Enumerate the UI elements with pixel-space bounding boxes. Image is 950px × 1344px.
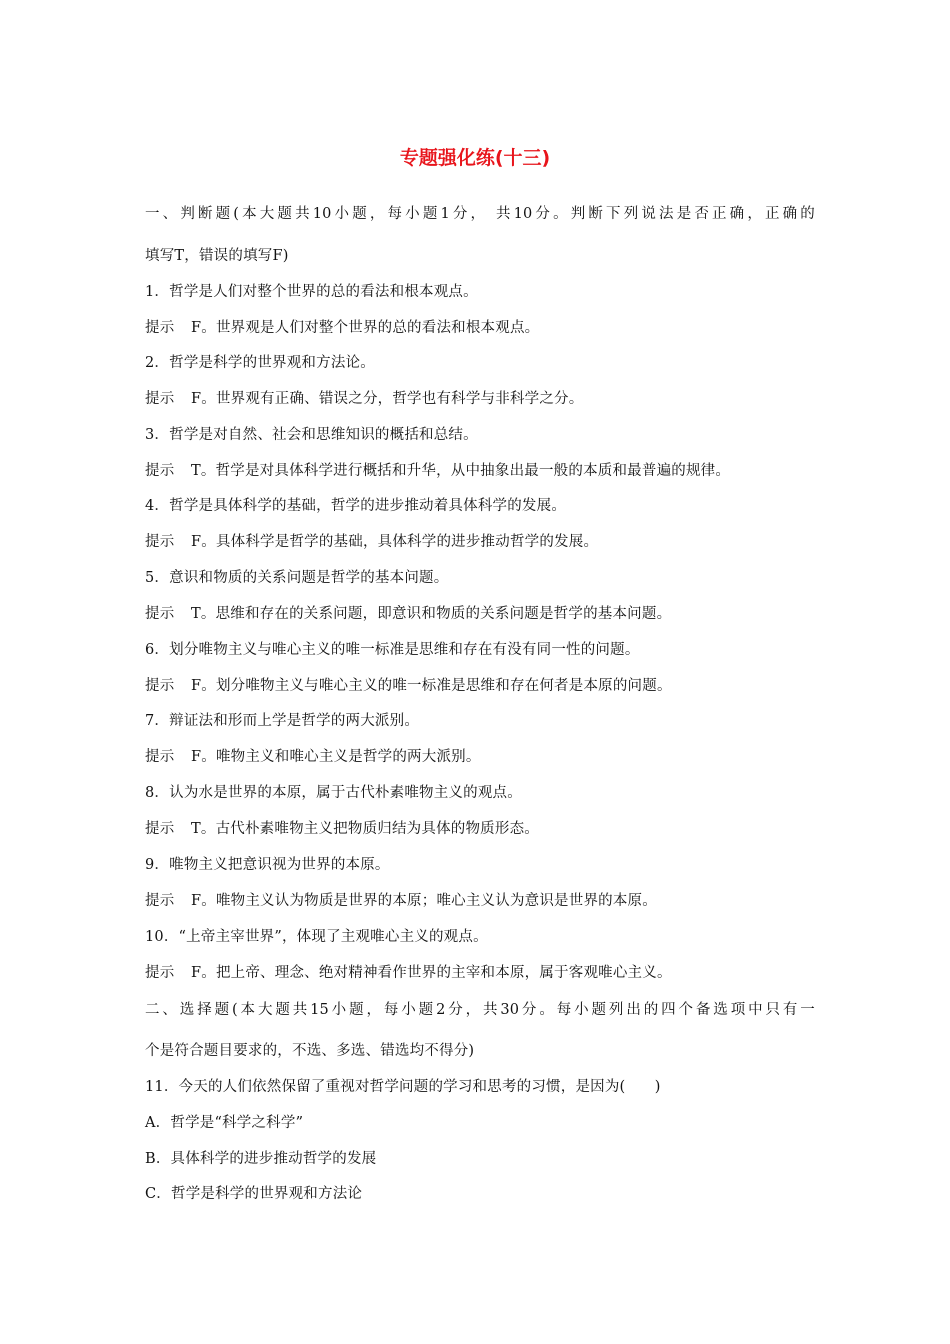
hint-label: 提示 (145, 678, 175, 694)
question-4: 4．哲学是具体科学的基础，哲学的进步推动着具体科学的发展。 (145, 498, 567, 514)
hint-text: F。唯物主义认为物质是世界的本原；唯心主义认为意识是世界的本原。 (191, 893, 657, 909)
hint-text: T。思维和存在的关系问题，即意识和物质的关系问题是哲学的基本问题。 (191, 606, 672, 622)
hint-4 (145, 530, 815, 554)
hint-text: T。哲学是对具体科学进行概括和升华，从中抽象出最一般的本质和最普遍的规律。 (191, 463, 731, 479)
question-3: 3．哲学是对自然、社会和思维知识的概括和总结。 (145, 427, 478, 443)
hint-label: 提示 (145, 749, 175, 765)
hint-label: 提示 (145, 606, 175, 622)
hint-text: F。具体科学是哲学的基础，具体科学的进步推动哲学的发展。 (191, 534, 599, 550)
hint-text: F。世界观有正确、错误之分，哲学也有科学与非科学之分。 (191, 391, 584, 407)
hint-label: 提示 (145, 821, 175, 837)
question-6: 6．划分唯物主义与唯心主义的唯一标准是思维和存在有没有同一性的问题。 (145, 642, 640, 658)
hint-text: F。唯物主义和唯心主义是哲学的两大派别。 (191, 749, 481, 765)
hint-5 (145, 602, 815, 626)
question-10: 10．“上帝主宰世界”，体现了主观唯心主义的观点。 (145, 929, 488, 945)
hint-2 (145, 387, 815, 411)
hint-label: 提示 (145, 391, 175, 407)
hint-9 (145, 889, 815, 913)
hint-label: 提示 (145, 320, 175, 336)
question-5: 5．意识和物质的关系问题是哲学的基本问题。 (145, 570, 449, 586)
option-c: C．哲学是科学的世界观和方法论 (145, 1186, 363, 1202)
option-a: A．哲学是“科学之科学” (145, 1115, 304, 1131)
hint-8 (145, 817, 815, 841)
question-7: 7．辩证法和形而上学是哲学的两大派别。 (145, 713, 420, 729)
section1-heading-line1: 一、判断题(本大题共10小题，每小题1分， 共10分。判断下列说法是否正确，正确的 (145, 206, 815, 222)
question-11-stem: 11．今天的人们依然保留了重视对哲学问题的学习和思考的习惯，是因为( ) (145, 1079, 661, 1095)
hint-text: F。世界观是人们对整个世界的总的看法和根本观点。 (191, 320, 540, 336)
hint-label: 提示 (145, 463, 175, 479)
question-2: 2．哲学是科学的世界观和方法论。 (145, 355, 375, 371)
option-b: B．具体科学的进步推动哲学的发展 (145, 1151, 377, 1167)
hint-text: F。划分唯物主义与唯心主义的唯一标准是思维和存在何者是本原的问题。 (191, 678, 672, 694)
hint-3 (145, 459, 815, 483)
hint-10 (145, 961, 815, 985)
hint-7 (145, 745, 815, 769)
hint-1 (145, 316, 815, 340)
hint-label: 提示 (145, 893, 175, 909)
section2-heading-line2: 个是符合题目要求的，不选、多选、错选均不得分) (145, 1043, 475, 1059)
hint-6 (145, 674, 815, 698)
section2-heading-line1: 二、选择题(本大题共15小题，每小题2分，共30分。每小题列出的四个备选项中只有一 (145, 1002, 815, 1018)
page-title: 专题强化练(十三) (399, 147, 551, 169)
section1-heading-line2: 填写T，错误的填写F) (145, 248, 289, 264)
hint-label: 提示 (145, 965, 175, 981)
hint-label: 提示 (145, 534, 175, 550)
question-1: 1．哲学是人们对整个世界的总的看法和根本观点。 (145, 284, 478, 300)
question-9: 9．唯物主义把意识视为世界的本原。 (145, 857, 390, 873)
question-8: 8．认为水是世界的本原，属于古代朴素唯物主义的观点。 (145, 785, 522, 801)
hint-text: T。古代朴素唯物主义把物质归结为具体的物质形态。 (191, 821, 539, 837)
hint-text: F。把上帝、理念、绝对精神看作世界的主宰和本原，属于客观唯心主义。 (191, 965, 672, 981)
